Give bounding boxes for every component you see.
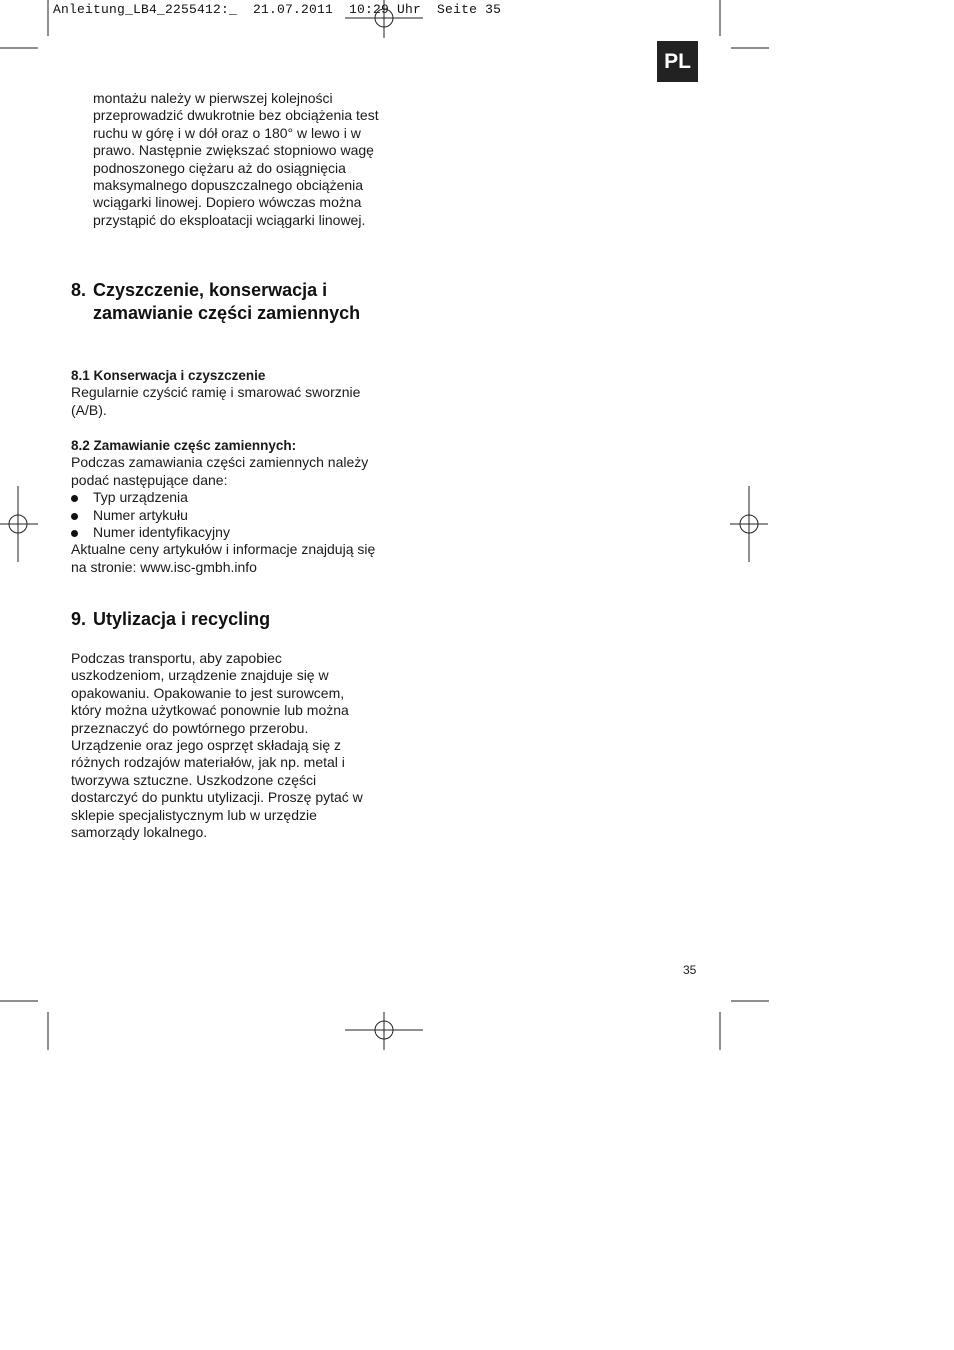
bullet-icon [71, 513, 78, 520]
subsection-8-2-footer: Aktualne ceny artykułów i informacje znajdują się na stronie: www.isc-gmbh.info [71, 541, 376, 575]
bullet-icon [71, 495, 78, 502]
section-8-number: 8. [71, 280, 87, 300]
page-number: 35 [683, 963, 697, 977]
spare-parts-data-list [71, 489, 391, 541]
subsection-8-1-text: Regularnie czyścić ramię i smarować sworznie (A/B). [71, 384, 361, 418]
bullet-icon [71, 530, 78, 537]
section-8-title: Czyszczenie, konserwacja i zamawianie części zamiennych [93, 280, 361, 323]
list-item: Numer artykułu [71, 507, 391, 524]
section-9-number: 9. [71, 609, 87, 629]
print-slug: Anleitung_LB4_2255412:_ 21.07.2011 10:29 Uhr Seite 35 [53, 2, 502, 17]
list-item: Numer identyfikacyjny [71, 524, 391, 541]
section-9-text: Podczas transportu, aby zapobiec uszkodzeniom, urządzenie znajduje się w opakowaniu. Opakowanie to jest surowcem, który można użytkować ponownie lub można przeznaczyć do powtórnego przerobu. Urządzenie oraz jego osprzęt składają się z różnych rodzajów materiałów, jak np. metal i tworzywa sztuczne. Uszkodzone części dostarczyć do punktu utylizacji. Proszę pytać w sklepie specjalistycznym lub w urzędzie samorządy lokalnego. [71, 650, 363, 841]
section-9-title: Utylizacja i recycling [93, 609, 271, 629]
subsection-8-2-text: Podczas zamawiania części zamiennych należy podać następujące dane: [71, 454, 369, 488]
subsection-8-2-title: 8.2 Zamawianie częśc zamiennych: [71, 438, 297, 453]
list-item: Typ urządzenia [71, 489, 391, 506]
language-badge: PL [657, 41, 698, 82]
subsection-8-1-title: 8.1 Konserwacja i czyszczenie [71, 368, 266, 383]
section-9-heading [71, 608, 391, 631]
section-8-heading [71, 279, 371, 325]
intro-paragraph: montażu należy w pierwszej kolejności przeprowadzić dwukrotnie bez obciążenia test ruchu w górę i w dół oraz o 180° w lewo i w prawo. Następnie zwiększać stopniowo wagę podnoszonego ciężaru aż do osiągnięcia maksymalnego dopuszczalnego obciążenia wciągarki linowej. Dopiero wówczas można przystąpić do eksploatacji wciągarki linowej. [93, 90, 379, 228]
